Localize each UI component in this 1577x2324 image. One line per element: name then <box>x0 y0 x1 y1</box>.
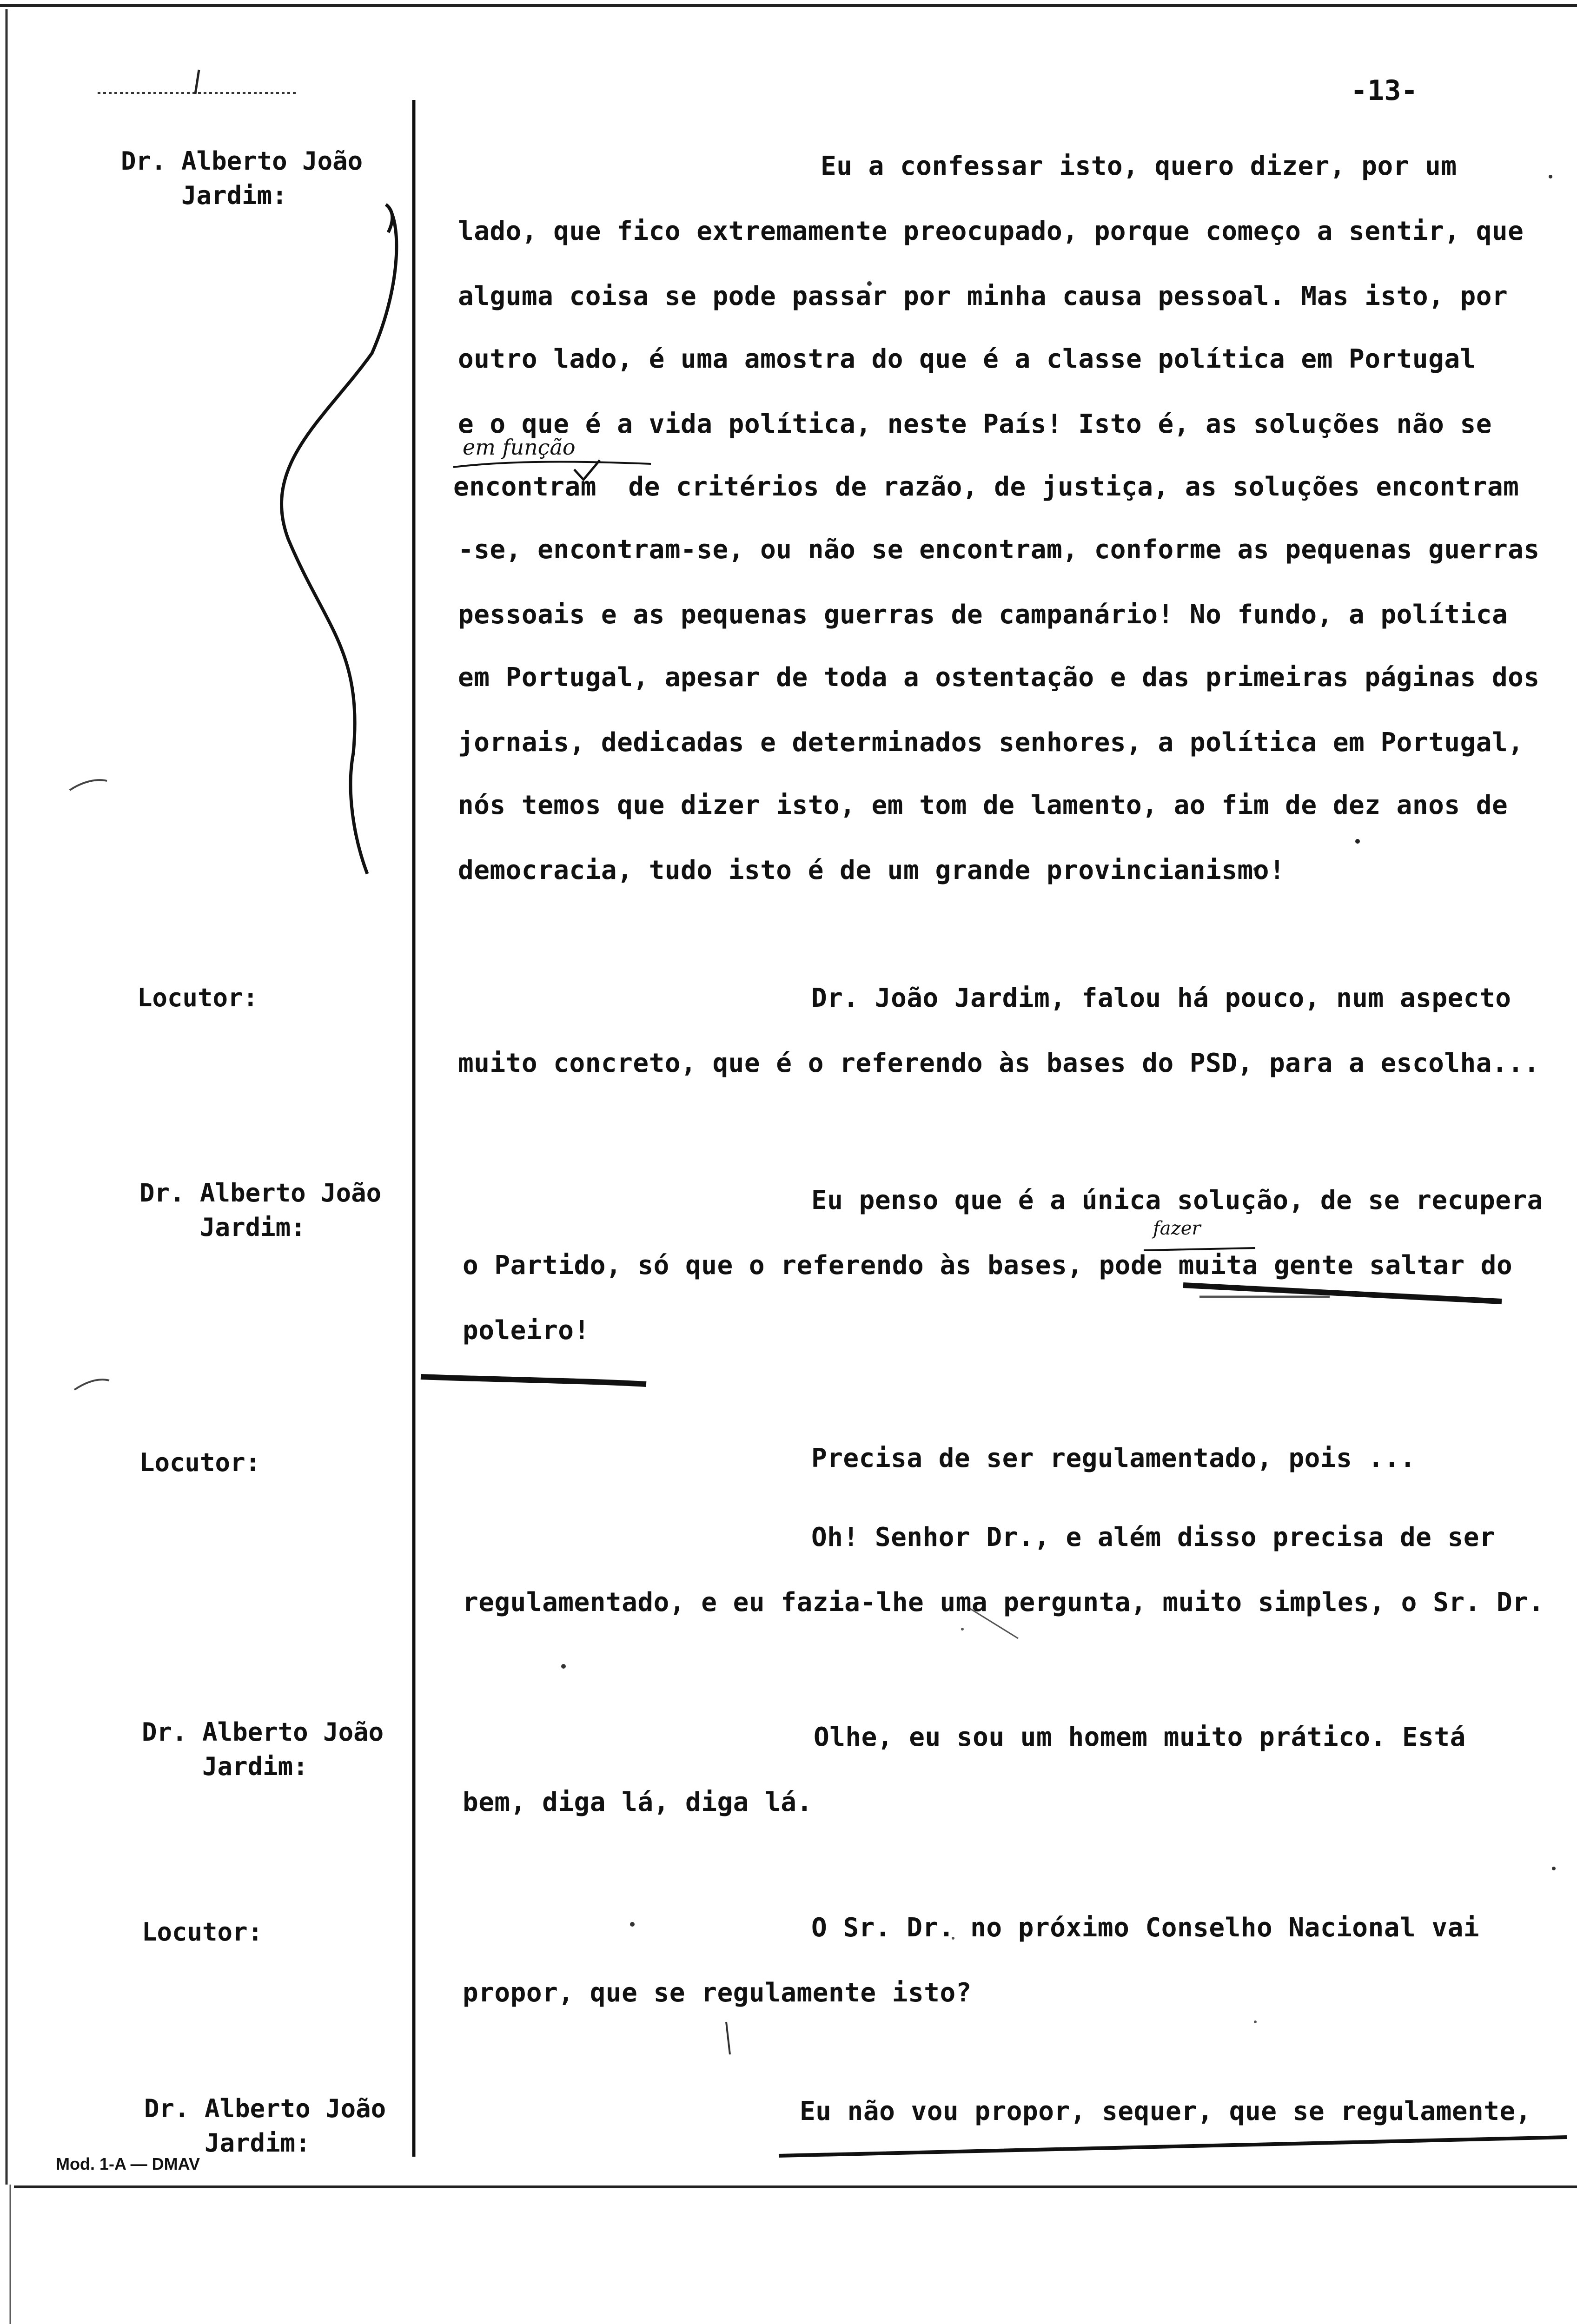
transcript-line: muito concreto, que é o referendo às bases do PSD, para a escolha... <box>458 1048 1540 1078</box>
transcript-line: e o que é a vida política, neste País! Isto é, as soluções não se <box>458 409 1492 439</box>
transcript-line: Eu penso que é a única solução, de se recupera <box>811 1185 1543 1215</box>
transcript-line: encontram de critérios de razão, de justiça, as soluções encontram <box>453 472 1519 502</box>
speaker-label: Dr. Alberto João Jardim: <box>142 1717 384 1781</box>
speaker-label: Locutor: <box>142 1917 263 1947</box>
speaker-label: Dr. Alberto João Jardim: <box>144 2094 386 2158</box>
transcript-line: Precisa de ser regulamentado, pois ... <box>811 1443 1416 1473</box>
transcript-line: nós temos que dizer isto, em tom de lamento, ao fim de dez anos de <box>458 790 1508 820</box>
transcript-line: alguma coisa se pode passar por minha causa pessoal. Mas isto, por <box>458 281 1508 311</box>
transcript-line: lado, que fico extremamente preocupado, porque começo a sentir, que <box>458 216 1524 246</box>
transcript-line: pessoais e as pequenas guerras de campanário! No fundo, a política <box>458 600 1508 630</box>
transcript-line: regulamentado, e eu fazia-lhe uma pergunta, muito simples, o Sr. Dr. <box>463 1587 1544 1618</box>
transcript-line: Dr. João Jardim, falou há pouco, num aspecto <box>811 983 1511 1013</box>
transcript-line: Eu a confessar isto, quero dizer, por um <box>821 151 1457 181</box>
transcript-line: democracia, tudo isto é de um grande provincianismo! <box>458 855 1285 885</box>
transcript-line: O Sr. Dr. no próximo Conselho Nacional vai <box>811 1913 1480 1943</box>
transcript-line: Eu não vou propor, sequer, que se regulamente, <box>800 2096 1531 2126</box>
speaker-label: Dr. Alberto João Jardim: <box>121 146 363 210</box>
transcript-line: bem, diga lá, diga lá. <box>463 1787 813 1817</box>
handwritten-insertion: em função <box>463 435 576 460</box>
speaker-label: Locutor: <box>137 983 258 1012</box>
transcript-line: jornais, dedicadas e determinados senhores, a política em Portugal, <box>458 727 1524 758</box>
transcript-line: propor, que se regulamente isto? <box>463 1978 972 2008</box>
transcript-line: o Partido, só que o referendo às bases, pode muita gente saltar do <box>463 1250 1513 1281</box>
speaker-label: Locutor: <box>139 1448 261 1477</box>
transcript-line: poleiro! <box>463 1315 590 1346</box>
transcript-line: em Portugal, apesar de toda a ostentação e das primeiras páginas dos <box>458 662 1540 693</box>
page-number: -13- <box>1351 74 1418 107</box>
handwritten-insertion: fazer <box>1153 1218 1201 1239</box>
speaker-label: Dr. Alberto João Jardim: <box>139 1178 382 1242</box>
transcript-line: Oh! Senhor Dr., e além disso precisa de ser <box>811 1522 1496 1552</box>
form-identifier: Mod. 1-A — DMAV <box>56 2154 200 2173</box>
transcript-line: Olhe, eu sou um homem muito prático. Está <box>814 1722 1466 1752</box>
transcript-line: outro lado, é uma amostra do que é a classe política em Portugal <box>458 344 1476 374</box>
transcript-line: -se, encontram-se, ou não se encontram, conforme as pequenas guerras <box>458 535 1540 565</box>
